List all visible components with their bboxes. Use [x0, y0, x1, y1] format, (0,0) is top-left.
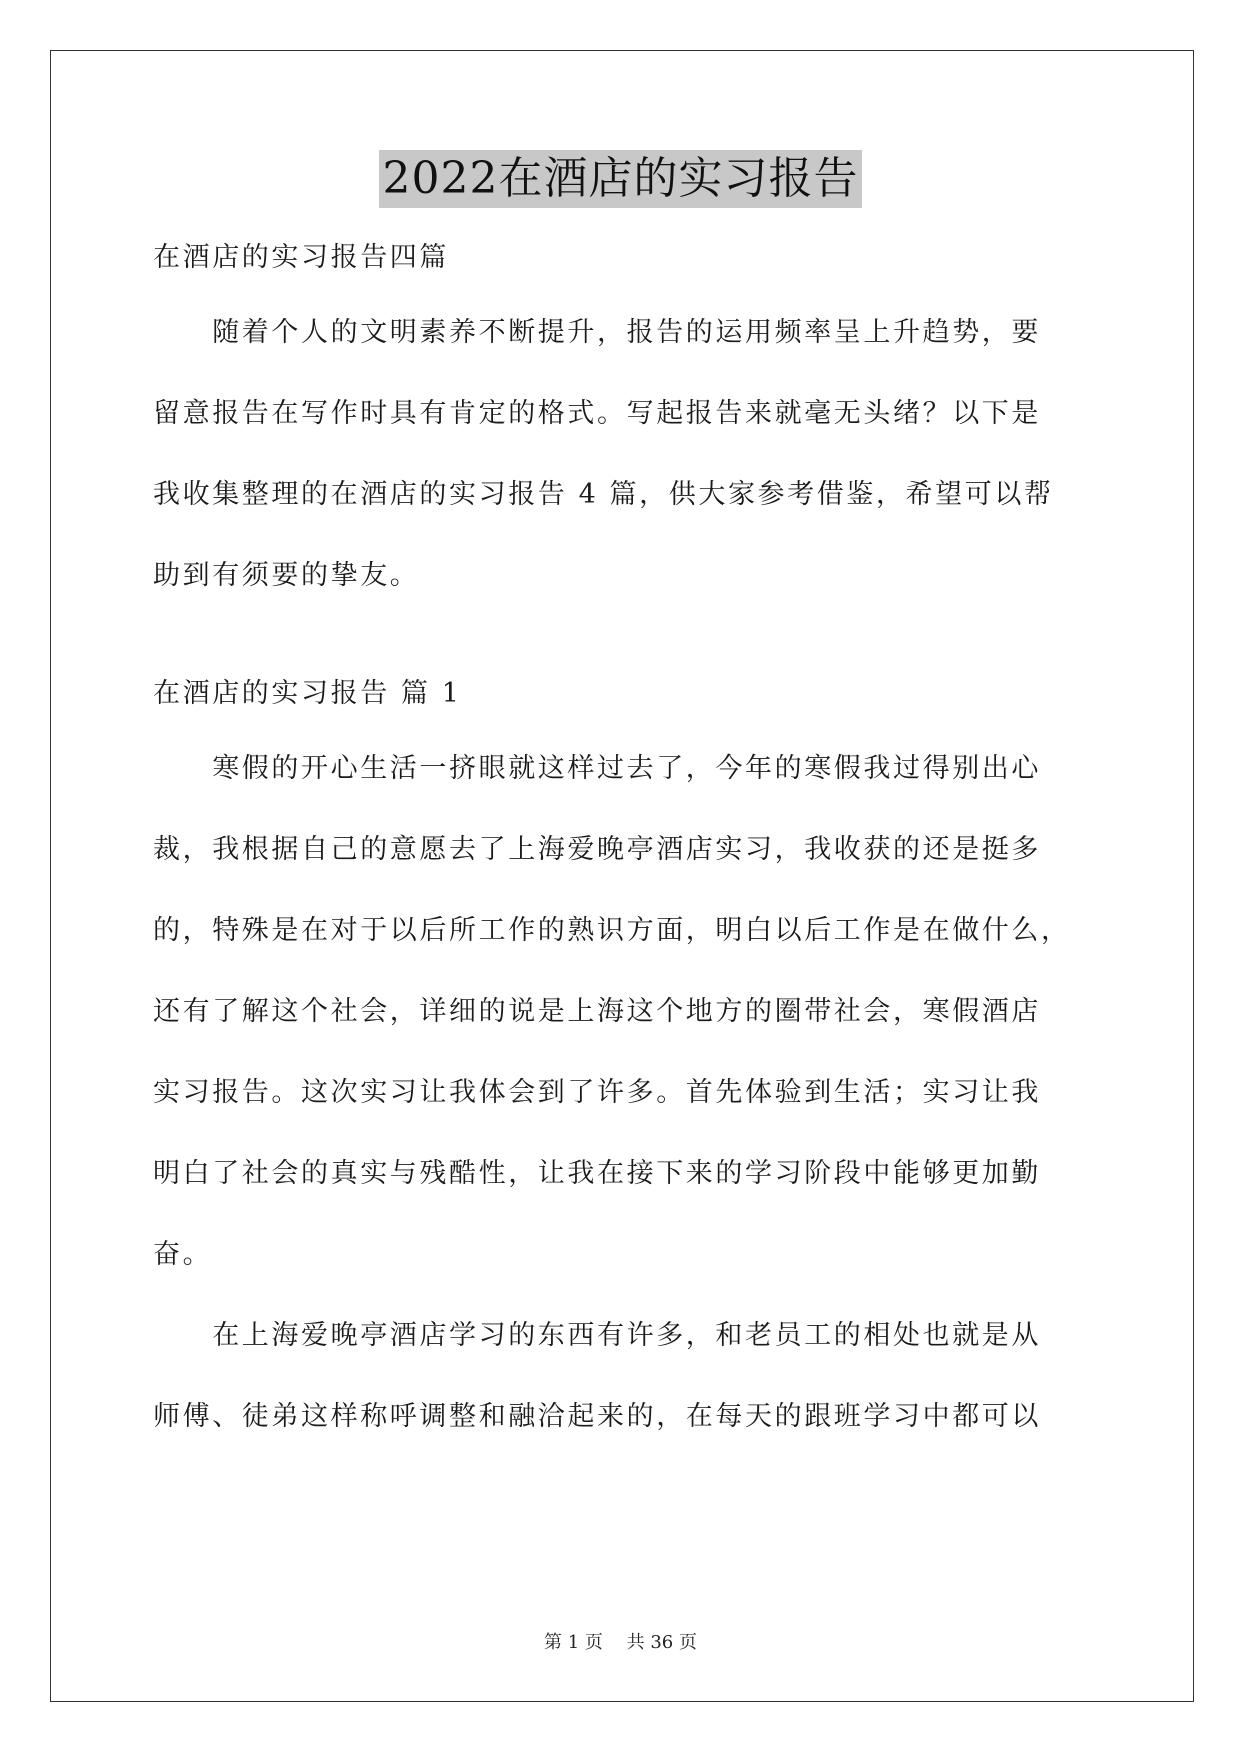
document-subtitle: 在酒店的实习报告四篇 — [153, 242, 449, 273]
paragraph-line: 助到有须要的挚友。 — [153, 560, 420, 591]
paragraph-line: 在上海爱晚亭酒店学习的东西有许多，和老员工的相处也就是从 — [153, 1320, 1041, 1351]
paragraph-line: 的，特殊是在对于以后所工作的熟识方面，明白以后工作是在做什么， — [153, 915, 1071, 946]
section-heading: 在酒店的实习报告 篇 1 — [153, 678, 462, 709]
page-number-footer: 第 1 页 共 36 页 — [544, 1632, 697, 1653]
section-paragraph-2 — [153, 1295, 1093, 1457]
title-container — [0, 150, 1241, 208]
document-title: 2022在酒店的实习报告 — [379, 150, 863, 208]
paragraph-line: 实习报告。这次实习让我体会到了许多。首先体验到生活；实习让我 — [153, 1077, 1041, 1108]
intro-paragraph — [153, 292, 1093, 616]
paragraph-line: 随着个人的文明素养不断提升，报告的运用频率呈上升趋势，要 — [153, 317, 1041, 348]
paragraph-line: 还有了解这个社会，详细的说是上海这个地方的圈带社会，寒假酒店 — [153, 996, 1041, 1027]
paragraph-line: 留意报告在写作时具有肯定的格式。写起报告来就毫无头绪？以下是 — [153, 398, 1041, 429]
paragraph-line: 裁，我根据自己的意愿去了上海爱晚亭酒店实习，我收获的还是挺多 — [153, 834, 1041, 865]
section-paragraph-1 — [153, 728, 1093, 1295]
paragraph-line: 奋。 — [153, 1239, 213, 1270]
paragraph-line: 师傅、徒弟这样称呼调整和融洽起来的，在每天的跟班学习中都可以 — [153, 1401, 1041, 1432]
paragraph-line: 我收集整理的在酒店的实习报告 4 篇，供大家参考借鉴，希望可以帮 — [153, 479, 1054, 510]
paragraph-line: 明白了社会的真实与残酷性，让我在接下来的学习阶段中能够更加勤 — [153, 1158, 1041, 1189]
paragraph-line: 寒假的开心生活一挤眼就这样过去了，今年的寒假我过得别出心 — [153, 753, 1041, 784]
